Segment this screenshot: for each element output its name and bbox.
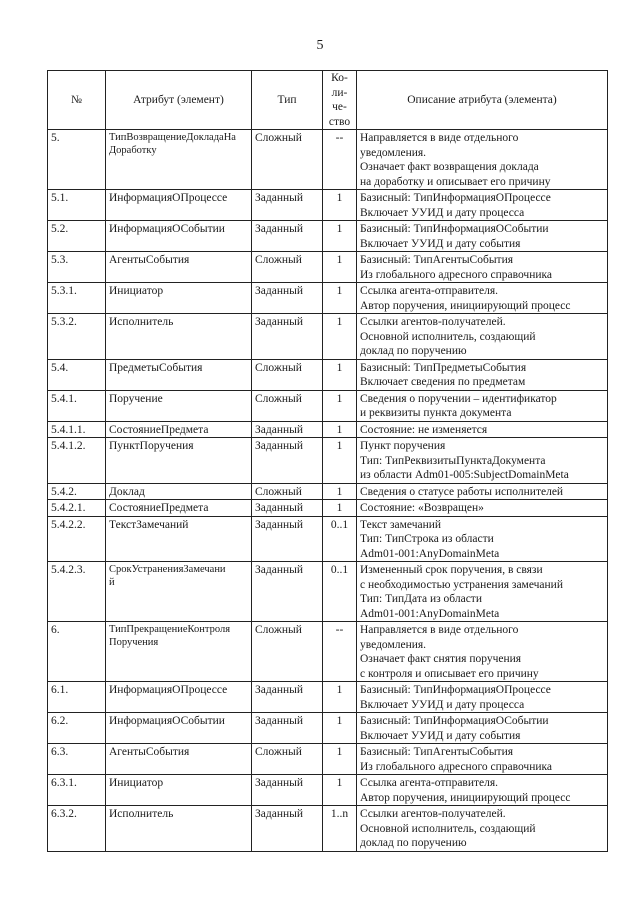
- row-type: Заданный: [252, 682, 323, 713]
- row-attribute: [106, 359, 252, 390]
- row-number: 5.4.1.: [48, 390, 106, 421]
- row-number: 6.2.: [48, 713, 106, 744]
- row-quantity: 1: [323, 682, 357, 713]
- header-quantity: [323, 71, 357, 130]
- row-quantity: 1: [323, 744, 357, 775]
- attribute-line: СрокУстраненияЗамечани: [109, 564, 226, 575]
- row-attribute: [106, 483, 252, 500]
- attribute-table: [47, 70, 608, 852]
- description-line: Текст замечаний: [360, 518, 442, 531]
- description-line: Означает факт снятия поручения: [360, 653, 522, 665]
- description-line: Базисный: ТипИнформацияОСобытии: [360, 715, 549, 727]
- row-quantity: 1..n: [323, 806, 357, 852]
- row-attribute: [106, 806, 252, 852]
- description-line: с необходимостью устранения замечаний: [360, 578, 563, 591]
- description-line: Сведения о поручении – идентификатор: [360, 392, 557, 405]
- row-quantity: 1: [323, 221, 357, 252]
- description-line: Тип: ТипДата из области: [360, 593, 482, 605]
- row-attribute: [106, 283, 252, 314]
- row-description: [357, 682, 608, 713]
- row-description: [357, 252, 608, 283]
- row-attribute: [106, 438, 252, 484]
- row-description: [357, 622, 608, 682]
- table-row: [48, 622, 608, 682]
- description-line: Базисный: ТипИнформацияОПроцессе: [360, 684, 551, 696]
- row-quantity: 1: [323, 283, 357, 314]
- row-description: [357, 806, 608, 852]
- description-line: Пункт поручения: [360, 440, 446, 452]
- header-quantity-line: ли-: [331, 86, 348, 99]
- row-description: [357, 190, 608, 221]
- attribute-line: ПунктПоручения: [109, 440, 194, 452]
- row-attribute: [106, 775, 252, 806]
- attribute-line: й: [109, 577, 115, 588]
- row-attribute: [106, 252, 252, 283]
- row-quantity: 1: [323, 390, 357, 421]
- row-type: Заданный: [252, 283, 323, 314]
- attribute-line: Доработку: [109, 145, 157, 156]
- header-quantity-line: Ко-: [331, 72, 348, 84]
- row-type: Сложный: [252, 744, 323, 775]
- description-line: доклад по поручению: [360, 345, 467, 357]
- description-line: Основной исполнитель, создающий: [360, 822, 536, 835]
- row-number: 5.1.: [48, 190, 106, 221]
- description-line: Ссылка агента-отправителя.: [360, 285, 499, 297]
- header-quantity-line: че-: [332, 101, 347, 113]
- row-number: 5.2.: [48, 221, 106, 252]
- description-line: Включает УУИД и дату события: [360, 237, 521, 250]
- row-number: 5.: [48, 130, 106, 190]
- table-row: [48, 438, 608, 484]
- row-description: [357, 775, 608, 806]
- row-description: [357, 283, 608, 314]
- row-type: Заданный: [252, 806, 323, 852]
- row-quantity: --: [323, 130, 357, 190]
- row-number: 6.3.: [48, 744, 106, 775]
- attribute-line: АгентыСобытия: [109, 746, 190, 758]
- row-number: 6.3.2.: [48, 806, 106, 852]
- description-line: Автор поручения, инициирующий процесс: [360, 299, 571, 312]
- description-line: Измененный срок поручения, в связи: [360, 564, 543, 576]
- row-quantity: --: [323, 622, 357, 682]
- description-line: Включает УУИД и дату процесса: [360, 698, 525, 711]
- row-description: [357, 713, 608, 744]
- row-number: 6.1.: [48, 682, 106, 713]
- table-row: [48, 516, 608, 562]
- row-number: 5.3.2.: [48, 314, 106, 360]
- row-quantity: 1: [323, 500, 357, 517]
- row-attribute: [106, 713, 252, 744]
- row-quantity: 0..1: [323, 516, 357, 562]
- table-row: [48, 775, 608, 806]
- row-attribute: [106, 390, 252, 421]
- description-line: Ссылка агента-отправителя.: [360, 777, 499, 789]
- row-type: Заданный: [252, 438, 323, 484]
- row-type: Сложный: [252, 622, 323, 682]
- attribute-line: ПредметыСобытия: [109, 361, 203, 374]
- description-line: Базисный: ТипИнформацияОПроцессе: [360, 192, 551, 204]
- description-line: Автор поручения, инициирующий процесс: [360, 791, 571, 804]
- header-type: Тип: [252, 71, 323, 130]
- row-number: 5.4.2.1.: [48, 500, 106, 517]
- row-type: Заданный: [252, 562, 323, 622]
- table-row: [48, 483, 608, 500]
- description-line: Из глобального адресного справочника: [360, 760, 553, 773]
- row-number: 5.3.: [48, 252, 106, 283]
- description-line: Сведения о статусе работы исполнителей: [360, 485, 564, 498]
- row-type: Сложный: [252, 130, 323, 190]
- table-body: [48, 130, 608, 852]
- row-description: [357, 390, 608, 421]
- row-attribute: [106, 622, 252, 682]
- row-number: 5.4.1.2.: [48, 438, 106, 484]
- row-description: [357, 130, 608, 190]
- attribute-line: Поручения: [109, 637, 159, 648]
- attribute-line: Доклад: [109, 485, 145, 498]
- attribute-line: Инициатор: [109, 285, 164, 297]
- attribute-line: Исполнитель: [109, 808, 174, 820]
- row-type: Заданный: [252, 190, 323, 221]
- attribute-line: Инициатор: [109, 777, 164, 789]
- description-line: с контроля и описывает его причину: [360, 667, 539, 680]
- table-header-row: [48, 71, 608, 130]
- header-number: №: [48, 71, 106, 130]
- attribute-line: ТипВозвращениеДокладаНа: [109, 132, 236, 143]
- description-line: уведомления.: [360, 638, 427, 651]
- table-row: [48, 252, 608, 283]
- table-row: [48, 682, 608, 713]
- row-quantity: 1: [323, 252, 357, 283]
- row-attribute: [106, 130, 252, 190]
- page-number: 5: [316, 38, 324, 53]
- row-attribute: [106, 221, 252, 252]
- row-number: 5.4.1.1.: [48, 421, 106, 438]
- row-quantity: 1: [323, 483, 357, 500]
- attribute-line: Исполнитель: [109, 316, 174, 328]
- attribute-line: Поручение: [109, 392, 163, 405]
- table-row: [48, 500, 608, 517]
- row-quantity: 1: [323, 421, 357, 438]
- row-number: 5.4.2.2.: [48, 516, 106, 562]
- row-type: Заданный: [252, 221, 323, 252]
- description-line: Тип: ТипРеквизитыПунктаДокумента: [360, 454, 546, 467]
- description-line: Базисный: ТипИнформацияОСобытии: [360, 223, 549, 235]
- row-type: Заданный: [252, 314, 323, 360]
- description-line: Включает УУИД и дату события: [360, 729, 521, 742]
- description-line: из области Adm01-005:SubjectDomainMeta: [360, 469, 569, 481]
- row-description: [357, 438, 608, 484]
- row-description: [357, 562, 608, 622]
- description-line: Направляется в виде отдельного: [360, 132, 519, 144]
- row-description: [357, 421, 608, 438]
- row-quantity: 1: [323, 359, 357, 390]
- row-attribute: [106, 562, 252, 622]
- row-attribute: [106, 500, 252, 517]
- table-row: [48, 190, 608, 221]
- row-attribute: [106, 682, 252, 713]
- row-description: [357, 221, 608, 252]
- attribute-line: ИнформацияОПроцессе: [109, 684, 228, 696]
- row-quantity: 1: [323, 314, 357, 360]
- table-row: [48, 221, 608, 252]
- table-row: [48, 359, 608, 390]
- attribute-line: ИнформацияОПроцессе: [109, 192, 228, 204]
- attribute-line: ТипПрекращениеКонтроля: [109, 624, 231, 635]
- row-attribute: [106, 516, 252, 562]
- table-row: [48, 314, 608, 360]
- table-row: [48, 283, 608, 314]
- row-attribute: [106, 314, 252, 360]
- row-attribute: [106, 421, 252, 438]
- row-description: [357, 516, 608, 562]
- attribute-line: АгентыСобытия: [109, 254, 190, 266]
- description-line: Из глобального адресного справочника: [360, 268, 553, 281]
- row-quantity: 1: [323, 713, 357, 744]
- row-type: Сложный: [252, 390, 323, 421]
- row-description: [357, 500, 608, 517]
- attribute-line: СостояниеПредмета: [109, 502, 209, 514]
- row-type: Сложный: [252, 483, 323, 500]
- table-row: [48, 806, 608, 852]
- description-line: Ссылки агентов-получателей.: [360, 316, 506, 328]
- description-line: Включает УУИД и дату процесса: [360, 206, 525, 219]
- row-number: 6.3.1.: [48, 775, 106, 806]
- row-number: 5.4.: [48, 359, 106, 390]
- row-type: Заданный: [252, 713, 323, 744]
- table-row: [48, 562, 608, 622]
- attribute-line: ТекстЗамечаний: [109, 518, 189, 531]
- description-line: Базисный: ТипАгентыСобытия: [360, 254, 514, 266]
- row-type: Заданный: [252, 516, 323, 562]
- description-line: доклад по поручению: [360, 837, 467, 849]
- row-description: [357, 483, 608, 500]
- row-type: Заданный: [252, 500, 323, 517]
- table-row: [48, 421, 608, 438]
- row-quantity: 1: [323, 190, 357, 221]
- attribute-line: СостояниеПредмета: [109, 423, 209, 436]
- description-line: уведомления.: [360, 146, 427, 159]
- row-type: Сложный: [252, 252, 323, 283]
- description-line: Базисный: ТипАгентыСобытия: [360, 746, 514, 758]
- description-line: Adm01-001:AnyDomainMeta: [360, 547, 500, 560]
- attribute-line: ИнформацияОСобытии: [109, 223, 225, 235]
- attribute-line: ИнформацияОСобытии: [109, 715, 225, 727]
- table-row: [48, 390, 608, 421]
- description-line: Состояние: не изменяется: [360, 423, 488, 436]
- row-number: 5.4.2.3.: [48, 562, 106, 622]
- table-row: [48, 713, 608, 744]
- row-attribute: [106, 190, 252, 221]
- description-line: Состояние: «Возвращен»: [360, 502, 484, 514]
- row-number: 6.: [48, 622, 106, 682]
- description-line: Adm01-001:AnyDomainMeta: [360, 607, 500, 620]
- header-quantity-line: ство: [328, 115, 351, 128]
- row-description: [357, 314, 608, 360]
- header-attribute: Атрибут (элемент): [106, 71, 252, 130]
- description-line: Направляется в виде отдельного: [360, 624, 519, 636]
- description-line: Включает сведения по предметам: [360, 376, 526, 388]
- table-row: [48, 130, 608, 190]
- description-line: Означает факт возвращения доклада: [360, 161, 539, 173]
- row-type: Заданный: [252, 421, 323, 438]
- row-type: Сложный: [252, 359, 323, 390]
- header-description: Описание атрибута (элемента): [357, 71, 608, 130]
- description-line: и реквизиты пункта документа: [360, 407, 512, 419]
- row-quantity: 1: [323, 438, 357, 484]
- row-description: [357, 359, 608, 390]
- row-quantity: 1: [323, 775, 357, 806]
- row-type: Заданный: [252, 775, 323, 806]
- description-line: Ссылки агентов-получателей.: [360, 808, 506, 820]
- table-row: [48, 744, 608, 775]
- row-description: [357, 744, 608, 775]
- description-line: Основной исполнитель, создающий: [360, 330, 536, 343]
- row-number: 5.3.1.: [48, 283, 106, 314]
- description-line: на доработку и описывает его причину: [360, 175, 551, 188]
- row-quantity: 0..1: [323, 562, 357, 622]
- row-number: 5.4.2.: [48, 483, 106, 500]
- description-line: Базисный: ТипПредметыСобытия: [360, 361, 527, 374]
- description-line: Тип: ТипСтрока из области: [360, 533, 494, 545]
- row-attribute: [106, 744, 252, 775]
